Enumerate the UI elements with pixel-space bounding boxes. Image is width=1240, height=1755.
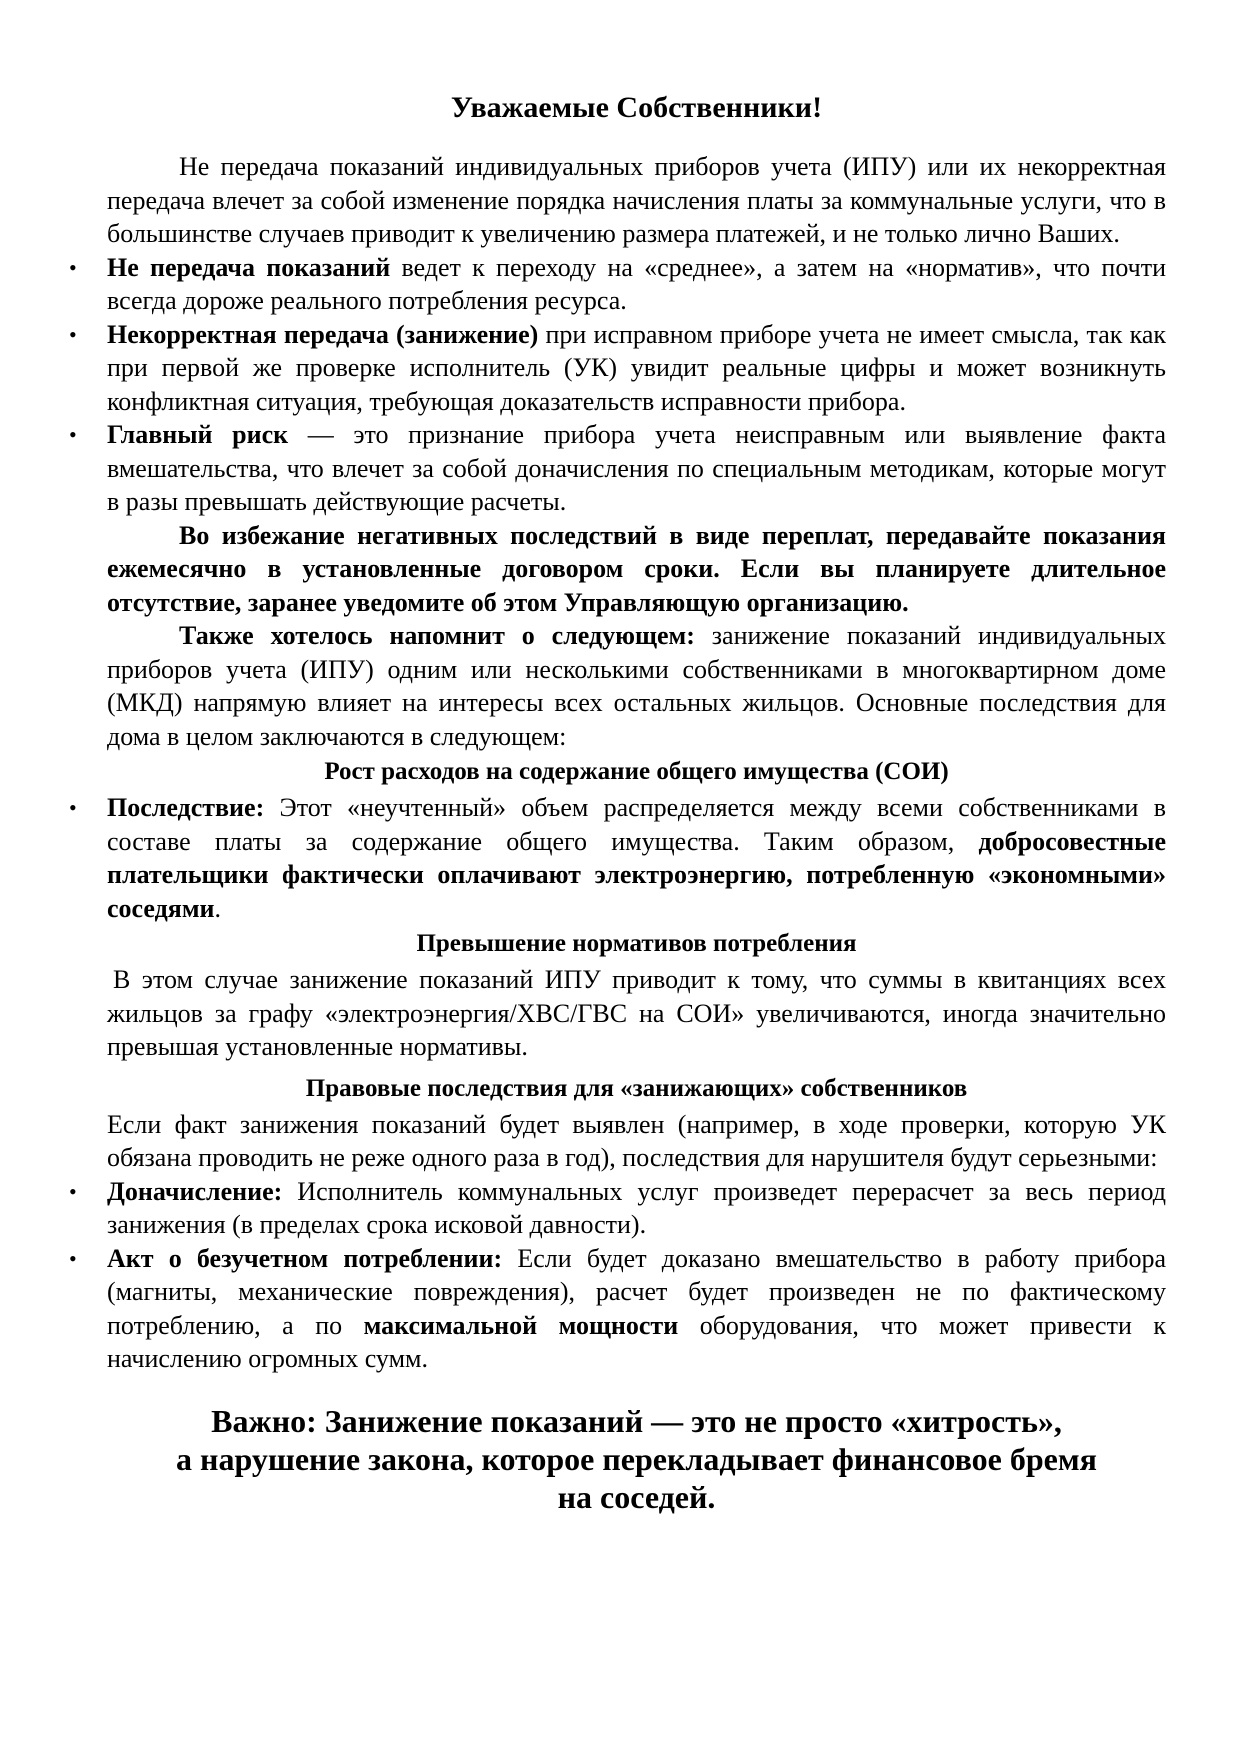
bullet-list-1 — [69, 251, 1167, 519]
list-item-end: оборудования, что может привести к начислению огромных сумм. — [107, 1310, 1166, 1373]
section3-heading: Правовые последствия для «занижающих» собственников — [305, 1074, 968, 1102]
list-item — [69, 418, 1166, 519]
bullet-icon: • — [69, 254, 77, 280]
bullet-icon: • — [69, 1178, 77, 1204]
intro-paragraph: Не передача показаний индивидуальных приборов учета (ИПУ) или их некорректная передача влечет за собой изменение порядка начисления платы за коммунальные услуги, что в большинстве случаев приводит к увеличению размера платежей, и не только лично Ваших. — [107, 152, 1166, 248]
list-item-text: ведет к переходу на «среднее», а затем на «норматив», что почти всегда дороже реального потребления ресурса. — [107, 252, 1166, 315]
list-item-text: Исполнитель коммунальных услуг произведет перерасчет за весь период занижения (в пределах срока исковой давности). — [107, 1176, 1166, 1239]
list-item-end: . — [214, 893, 222, 923]
list-item-text: — это признание прибора учета неисправным или выявление факта вмешательства, что влечет за собой доначисления по специальным методикам, которые могут в разы превышать действующие расчеты. — [107, 420, 1166, 516]
list-item-bold: Акт о безучетном потреблении: — [107, 1243, 503, 1273]
list-item-bold: Последствие: — [107, 793, 265, 822]
page-title: Уважаемые Собственники! — [450, 91, 823, 124]
list-item — [69, 318, 1167, 419]
final-notice — [107, 1402, 1166, 1516]
section2-paragraph: В этом случае занижение показаний ИПУ приводит к тому, что суммы в квитанциях всех жильцов за графу «электроэнергия/ХВС/ГВС на СОИ» увеличиваются, иногда значительно превышая установленные нормативы. — [107, 965, 1166, 1061]
list-item-bold: Доначисление: — [107, 1176, 283, 1206]
bullet-list-3 — [69, 1175, 1167, 1376]
final-line-3: на соседей. — [557, 1478, 716, 1515]
warning-paragraph — [107, 519, 1166, 620]
section1-heading: Рост расходов на содержание общего имущества (СОИ) — [324, 758, 949, 785]
list-item — [69, 1175, 1166, 1242]
bullet-icon: • — [69, 321, 77, 347]
list-item — [69, 1242, 1167, 1376]
final-line-1: Важно: Занижение показаний — это не просто «хитрость», — [211, 1402, 1062, 1439]
list-item-text: при исправном приборе учета не имеет смысла, так как при первой же проверке исполнитель (УК) увидит реальные цифры и может возникнуть конфликтная ситуация, требующая доказательств исправности прибора. — [107, 319, 1167, 416]
warning-text: Во избежание негативных последствий в виде переплат, передавайте показания ежемесячно в установленные договором сроки. Если вы планируете длительное отсутствие, заранее уведомите об этом Управляющую организацию. — [107, 520, 1166, 617]
final-line-2: а нарушение закона, которое перекладывает финансовое бремя — [176, 1440, 1097, 1477]
list-item-text: Этот «неучтенный» объем распределяется между всеми собственниками в составе платы за содержание общего имущества. Таким образом, — [107, 793, 1166, 856]
list-item-bold: Не передача показаний — [107, 252, 391, 282]
list-item-bold: Главный риск — [107, 420, 289, 449]
section3-paragraph: Если факт занижения показаний будет выявлен (например, в ходе проверки, которую УК обязана проводить не реже одного раза в год), последствия для нарушителя будут серьезными: — [107, 1109, 1166, 1172]
list-item — [69, 251, 1166, 318]
list-item — [69, 791, 1166, 925]
list-item-bold-2: максимальной мощности — [363, 1310, 679, 1340]
reminder-text: занижение показаний индивидуальных приборов учета (ИПУ) одним или несколькими собственниками в многоквартирном доме (МКД) напрямую влияет на интересы всех остальных жильцов. Основные последствия для дома в целом заключаются в следующем: — [107, 621, 1166, 751]
reminder-bold: Также хотелось напомнит о следующем: — [179, 621, 695, 650]
bullet-icon: • — [69, 1245, 77, 1271]
list-item-text: Если будет доказано вмешательство в работу прибора (магниты, механические повреждения), расчет будет произведен не по фактическому потреблению, а по — [107, 1243, 1167, 1340]
bullet-icon: • — [69, 422, 77, 447]
reminder-paragraph — [107, 619, 1166, 753]
bullet-icon: • — [69, 795, 77, 820]
list-item-bold: Некорректная передача (занижение) — [107, 319, 539, 349]
list-item-bold-2: добросовестные плательщики фактически оплачивают электроэнергию, потребленную «экономными» соседями — [107, 826, 1166, 923]
bullet-list-2 — [69, 791, 1166, 925]
section2-heading: Превышение нормативов потребления — [416, 930, 857, 957]
